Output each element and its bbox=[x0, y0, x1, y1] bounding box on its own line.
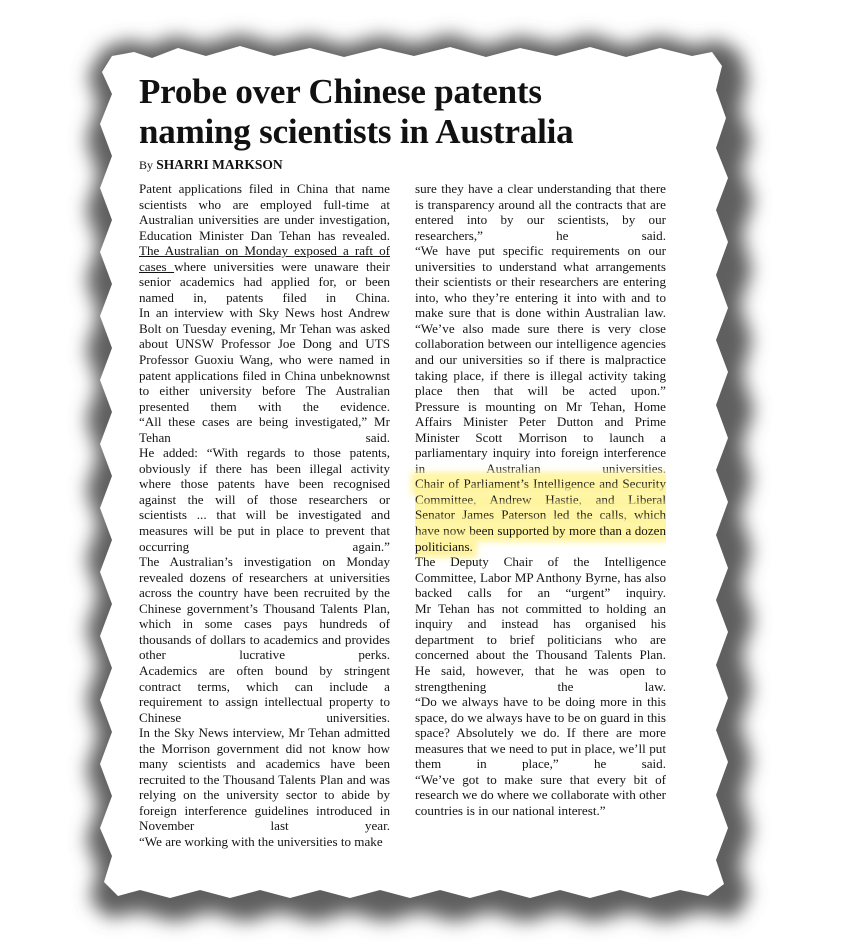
paragraph: “Do we always have to be doing more in this space, do we always have to be on guard in this space? Absolutely we do. If there are more measures that we need to put in place, we’ll put them in place,” he said. bbox=[415, 694, 666, 772]
paragraph: Patent applications filed in China that name scientists who are employed full-time at Australian universities are under investigation, Education Minister Dan Tehan has revealed. bbox=[139, 181, 390, 243]
byline-author: SHARRI MARKSON bbox=[156, 157, 283, 172]
article-headline: Probe over Chinese patents naming scientists in Australia bbox=[139, 72, 574, 151]
left-column bbox=[139, 181, 390, 850]
paragraph: He added: “With regards to those patents, obviously if there has been illegal activity where those patents have been recognised against the will of those researchers or scientists ... that will be investigated and measures will be put in place to prevent that occurring again.” bbox=[139, 445, 390, 554]
paragraph: He said, however, that he was open to strengthening the law. bbox=[415, 662, 666, 694]
article-link[interactable]: The Australian on Monday exposed a raft of cases bbox=[139, 243, 390, 274]
paragraph: “We are working with the universities to make bbox=[139, 833, 383, 849]
paragraph: Pressure is mounting on Mr Tehan, Home Affairs Minister Peter Dutton and Prime Minister Scott Morrison to launch a parliamentary inquiry into foreign interference in Australian universities. bbox=[415, 398, 666, 476]
paragraph: “We’ve also made sure there is very close collaboration between our intelligence agencies and our universities so if there is malpractice taking place, if there is illegal activity taking place then that will be acted upon.” bbox=[415, 320, 666, 399]
paragraph: “We’ve got to make sure that every bit of research we do where we collaborate with other countries is in our national interest.” bbox=[415, 771, 666, 818]
right-column bbox=[415, 181, 666, 818]
paragraph-text: where universities were unaware their senior academics had applied for, or been named in, patents filed in China. bbox=[139, 258, 390, 305]
paragraph: Academics are often bound by stringent contract terms, which can include a requirement to assign intellectual property to Chinese universities. bbox=[139, 662, 390, 725]
paragraph bbox=[139, 243, 390, 305]
paragraph: “We have put specific requirements on our universities to understand what arrangements their scientists or their researchers are entering into, who they’re entering it into with and to make sure that is done within Australian law. bbox=[415, 243, 666, 321]
paragraph: Mr Tehan has not committed to holding an inquiry and instead has organised his department to brief politicians who are concerned about the Thousand Talents Plan. bbox=[415, 600, 666, 663]
highlight-marker: Chair of Parliament’s Intelligence and Security Committee, Andrew Hastie, and Liberal Senator James Paterson led the calls, which have now been supported by more than a dozen politicians. bbox=[415, 476, 666, 554]
paragraph: In the Sky News interview, Mr Tehan admitted the Morrison government did not know how many scientists and academics have been recruited to the Thousand Talents Plan and was relying on the university sector to abide by foreign interference guidelines introduced in November last year. bbox=[139, 725, 390, 834]
article-body bbox=[139, 181, 667, 849]
news-article bbox=[139, 72, 667, 849]
article-byline bbox=[139, 157, 667, 173]
paragraph: sure they have a clear understanding that there is transparency around all the contracts that are entered into by our scientists, by our researchers,” he said. bbox=[415, 181, 666, 243]
highlighted-paragraph bbox=[415, 476, 666, 554]
byline-prefix: By bbox=[139, 158, 154, 172]
paragraph: In an interview with Sky News host Andrew Bolt on Tuesday evening, Mr Tehan was asked about UNSW Professor Joe Dong and UTS Professor Guoxiu Wang, who were named in patent applications filed in China unbeknownst to either university before The Australian presented them with the evidence. bbox=[139, 305, 390, 414]
paragraph: “All these cases are being investigated,” Mr Tehan said. bbox=[139, 414, 390, 445]
paragraph: The Deputy Chair of the Intelligence Committee, Labor MP Anthony Byrne, has also backed calls for an “urgent” inquiry. bbox=[415, 554, 666, 601]
paragraph: The Australian’s investigation on Monday revealed dozens of researchers at universities across the country have been recruited by the Chinese government’s Thousand Talents Plan, which in some cases pays hundreds of thousands of dollars to academics and provides other lucrative perks. bbox=[139, 554, 390, 663]
